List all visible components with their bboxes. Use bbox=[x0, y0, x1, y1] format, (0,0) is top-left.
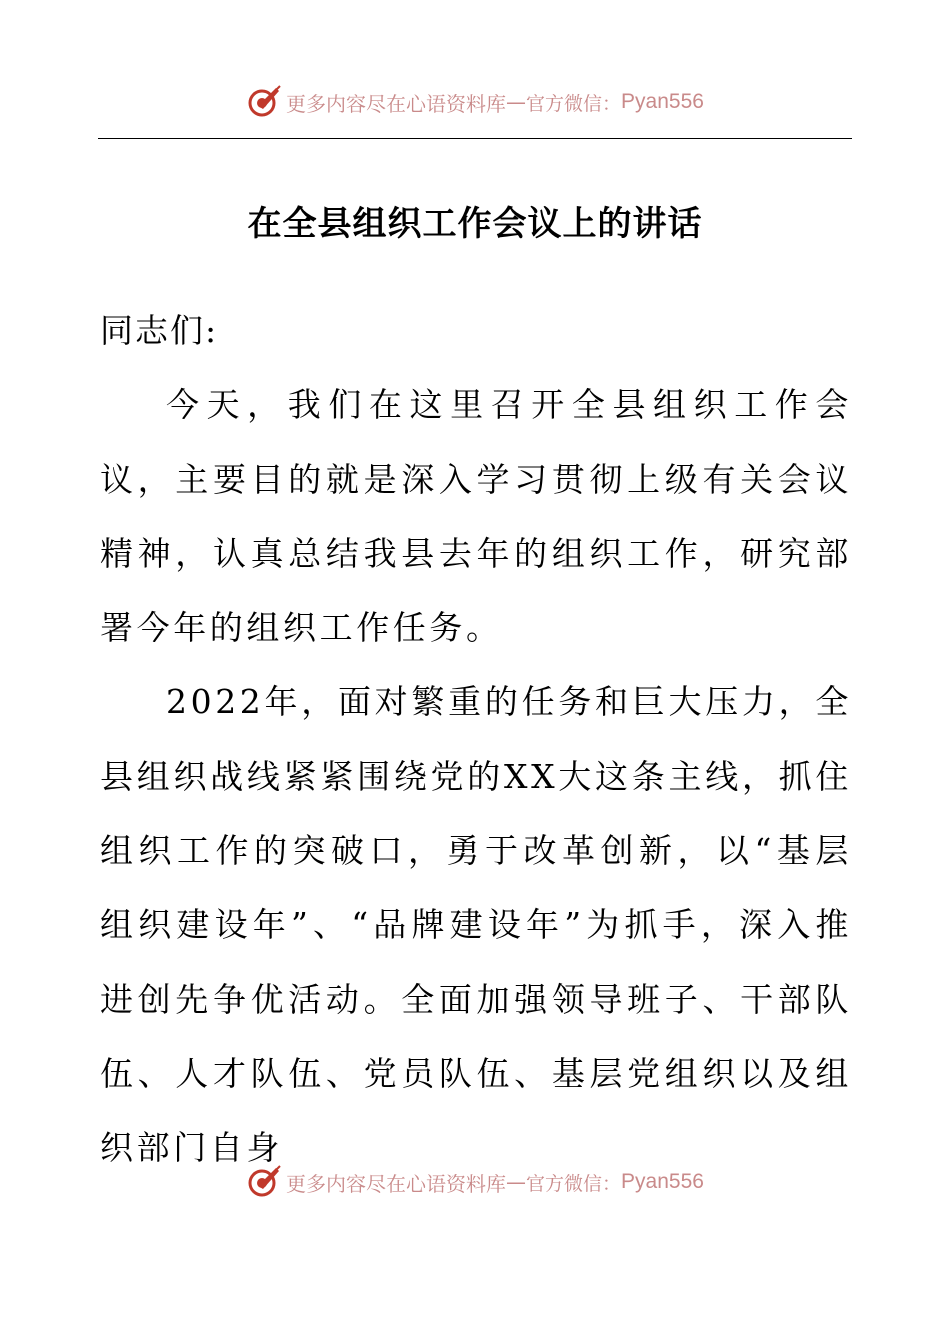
header-wechat-id: Pyan556 bbox=[621, 90, 704, 113]
footer-banner-content bbox=[246, 1164, 704, 1200]
footer-wechat-id: Pyan556 bbox=[621, 1170, 704, 1193]
header-site-text: 更多内容尽在心语资料库 bbox=[286, 91, 507, 116]
header-banner-content bbox=[246, 84, 704, 120]
footer-site-text: 更多内容尽在心语资料库 bbox=[286, 1171, 507, 1196]
header-divider-line bbox=[98, 138, 852, 139]
quill-logo-icon bbox=[246, 1164, 282, 1200]
salutation: 同志们: bbox=[100, 311, 219, 350]
footer-watermark-banner bbox=[0, 1160, 950, 1204]
paragraph-1: 今天，我们在这里召开全县组织工作会议，主要目的就是深入学习贯彻上级有关会议精神，认真总结我县去年的组织工作，研究部署今年的组织工作任务。 bbox=[100, 385, 852, 648]
document-title: 在全县组织工作会议上的讲话 bbox=[247, 204, 703, 244]
quill-logo-icon bbox=[246, 84, 282, 120]
header-wechat-label: 官方微信： bbox=[526, 92, 622, 115]
footer-dash: — bbox=[506, 1170, 527, 1194]
document-body bbox=[100, 294, 852, 1186]
paragraph-2: 2022年，面对繁重的任务和巨大压力，全县组织战线紧紧围绕党的XX大这条主线，抓住组织工作的突破口，勇于改革创新，以“基层组织建设年”、“品牌建设年”为抓手，深入推进创先争优活动。全面加强领导班子、干部队伍、人才队伍、党员队伍、基层党组织以及组织部门自身 bbox=[100, 682, 852, 1168]
header-watermark-banner bbox=[0, 80, 950, 124]
header-dash: — bbox=[506, 90, 527, 114]
footer-wechat-label: 官方微信： bbox=[526, 1172, 622, 1195]
